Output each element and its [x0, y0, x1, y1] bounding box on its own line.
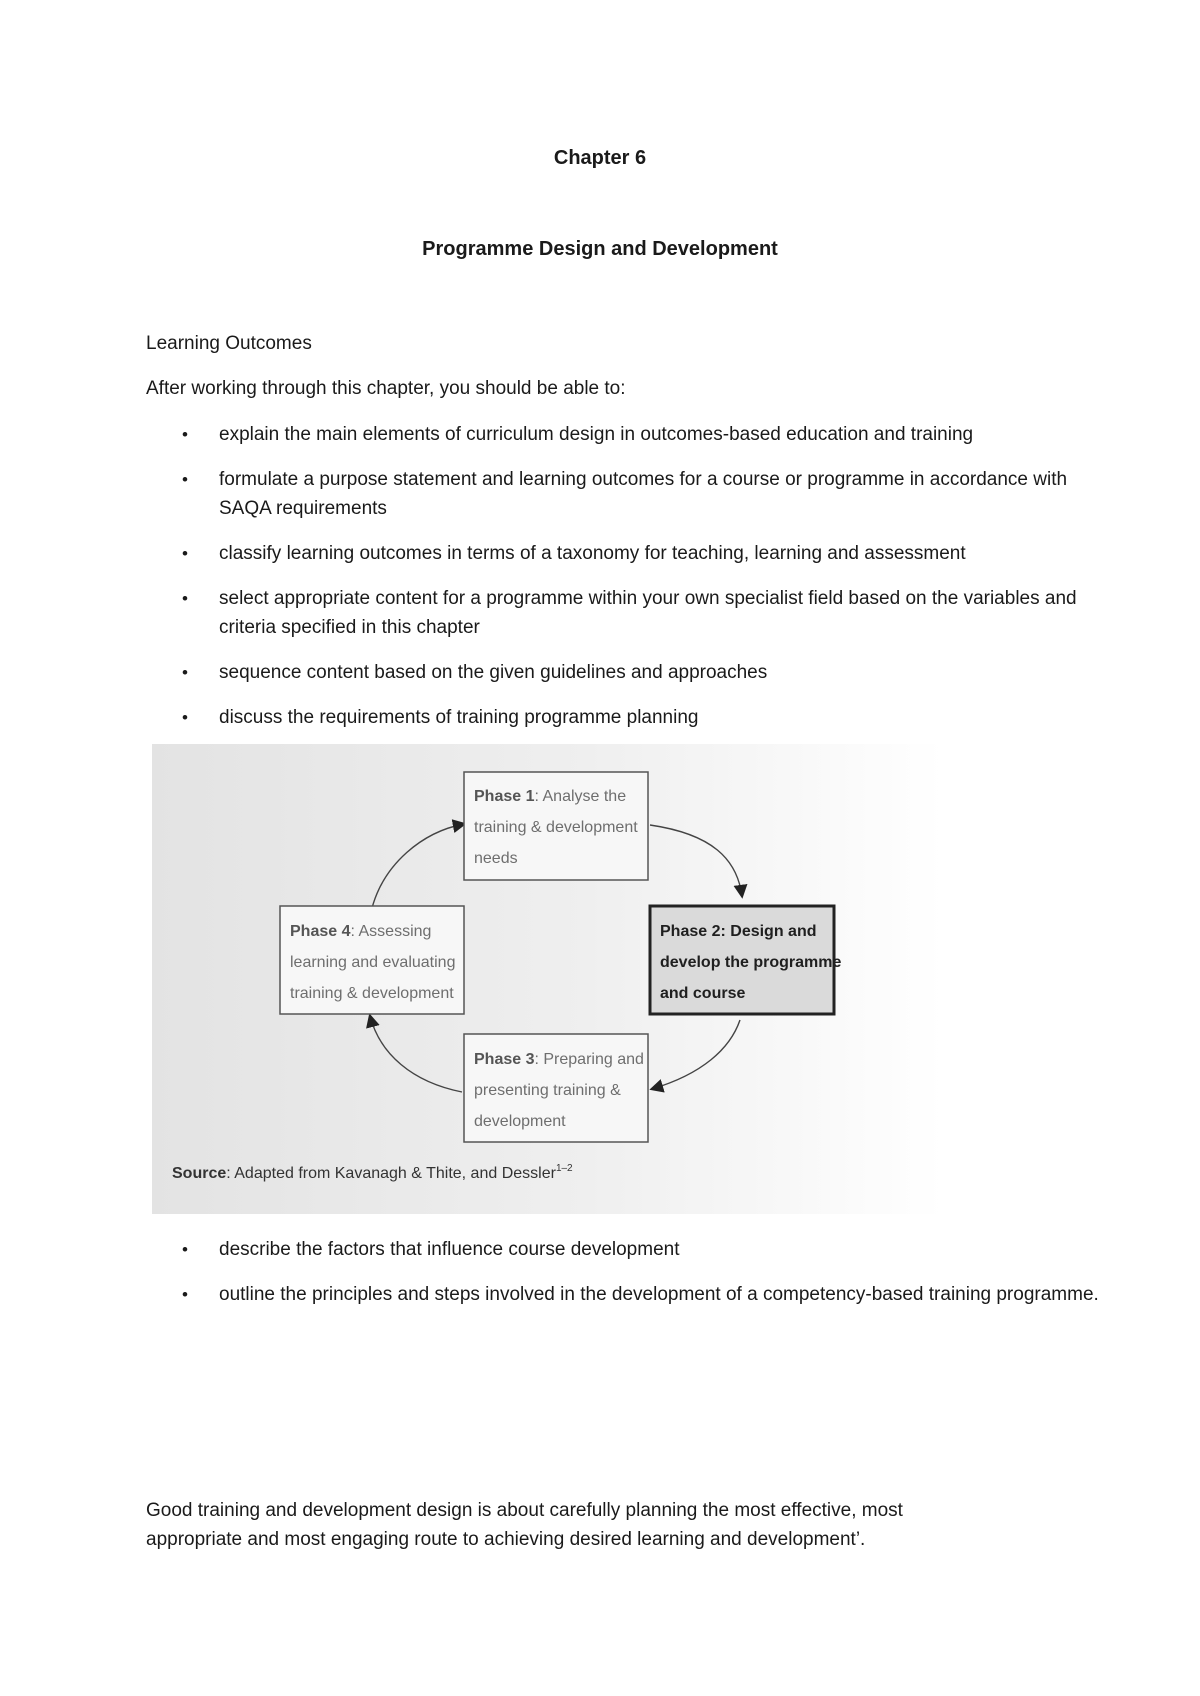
closing-paragraph-line1: Good training and development design is about carefully planning the most effective, most	[146, 1500, 903, 1521]
list-item: • select appropriate content for a programme within your own specialist field based on the variables and criteria specified in this chapter	[146, 584, 1119, 642]
svg-text:Phase 4: Assessing	[290, 923, 431, 940]
phase-4-line2: learning and evaluating	[290, 954, 456, 971]
list-item: • discuss the requirements of training programme planning	[146, 703, 1119, 732]
learning-outcomes-heading: Learning Outcomes	[146, 333, 312, 354]
svg-text:Phase 3: Preparing and	[474, 1051, 644, 1068]
closing-paragraph-line2: appropriate and most engaging route to achieving desired learning and development’.	[146, 1529, 866, 1550]
phase-1-line1: : Analyse the	[534, 788, 627, 805]
section-title: Programme Design and Development	[422, 238, 778, 260]
phase-3-line1: : Preparing and	[534, 1051, 644, 1068]
phase-2-box	[650, 906, 841, 1014]
phase-4-line1: : Assessing	[350, 923, 432, 940]
list-item: • sequence content based on the given guidelines and approaches	[146, 658, 1119, 687]
list-item: • outline the principles and steps involved in the development of a competency-based training programme.	[146, 1280, 1119, 1309]
list-item: • describe the factors that influence course development	[146, 1235, 1119, 1264]
svg-text:Phase 2: Design and	[660, 923, 817, 940]
list-item: • classify learning outcomes in terms of a taxonomy for teaching, learning and assessment	[146, 539, 1119, 568]
source-text: : Adapted from Kavanagh & Thite, and Dessler	[226, 1165, 556, 1182]
source-label: Source	[172, 1165, 227, 1182]
outcomes-list-b	[146, 1235, 1119, 1325]
phase-3-line3: development	[474, 1113, 566, 1130]
source-superscript: 1–2	[555, 1163, 573, 1174]
phase-2-line3: and course	[660, 985, 746, 1002]
phase-4-label: Phase 4	[290, 923, 351, 940]
phase-3-label: Phase 3	[474, 1051, 535, 1068]
phase-2-label: Phase 2	[660, 923, 721, 940]
phase-4-box	[280, 906, 464, 1014]
phase-3-box	[464, 1034, 648, 1142]
phase-4-line3: training & development	[290, 985, 454, 1002]
intro-text: After working through this chapter, you should be able to:	[146, 378, 626, 399]
list-item: • explain the main elements of curriculum design in outcomes-based education and training	[146, 420, 1119, 449]
phase-1-box	[464, 772, 648, 880]
list-item: • formulate a purpose statement and learning outcomes for a course or programme in accordance with SAQA requirements	[146, 465, 1119, 523]
phase-3-line2: presenting training &	[474, 1082, 621, 1099]
chapter-title: Chapter 6	[553, 147, 647, 169]
diagram-source	[172, 1163, 573, 1182]
phase-1-line2: training & development	[474, 819, 638, 836]
svg-text:Phase 1: Analyse the	[474, 788, 626, 805]
training-cycle-diagram	[152, 744, 944, 1214]
outcomes-list-a	[146, 420, 1119, 748]
phase-1-label: Phase 1	[474, 788, 535, 805]
phase-2-line1: : Design and	[720, 923, 817, 940]
phase-2-line2: develop the programme	[660, 954, 842, 971]
phase-1-line3: needs	[474, 850, 518, 867]
